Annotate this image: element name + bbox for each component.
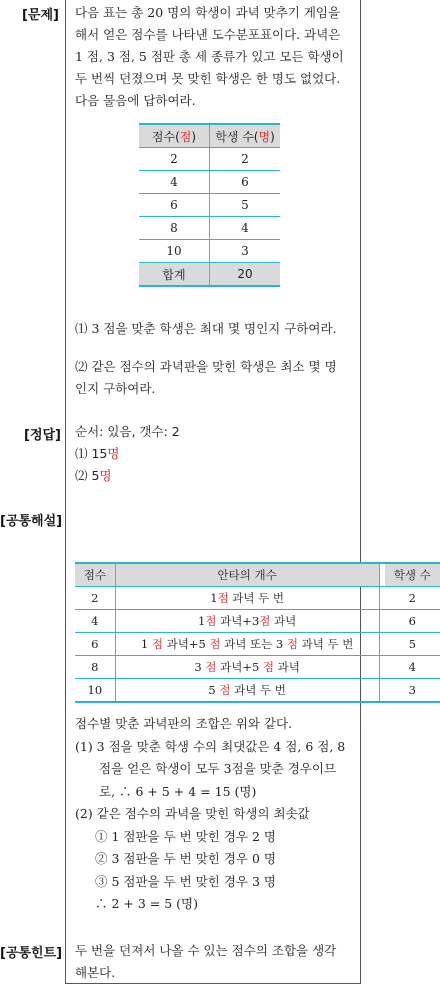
cell-score: 10: [75, 679, 115, 703]
table-row: [139, 171, 280, 194]
hint-text: [75, 940, 336, 984]
problem-label: [문제]: [22, 8, 59, 23]
question-2: [75, 356, 337, 400]
cell-students: 6: [385, 610, 440, 633]
explanation-p1-line: 점을 얻은 학생이 모두 3점을 맞춘 경우이므: [99, 761, 337, 776]
problem-line: 1 점, 3 점, 5 점판 총 세 종류가 있고 모든 학생이: [75, 49, 344, 64]
answer-label: [정답]: [24, 428, 61, 443]
question-2-line: ⑵ 같은 점수의 과녁판을 맞힌 학생은 최소 몇 명: [75, 359, 337, 374]
explanation-p2-item: ③ 5 점판을 두 번 맞힌 경우 3 명: [95, 873, 276, 889]
table-row: [75, 610, 440, 633]
cell-combination: 1점 과녁 두 번: [115, 587, 379, 610]
table-row: [75, 587, 440, 610]
cell-score: 4: [139, 171, 210, 194]
total-label: 합계: [139, 263, 210, 287]
header-students: 학생 수: [385, 563, 440, 587]
cell-students: 4: [385, 656, 440, 679]
total-row: [139, 263, 280, 287]
explanation-p2-item: ② 3 점판을 두 번 맞힌 경우 0 명: [95, 851, 276, 866]
explanation-text: [75, 713, 345, 916]
hint-label: [공통힌트]: [0, 946, 63, 961]
table-row: [75, 679, 440, 703]
hint-line: 해본다.: [75, 965, 116, 980]
cell-count: 2: [210, 148, 281, 171]
cell-count: 4: [210, 217, 281, 240]
problem-line: 두 번씩 던졌으며 못 맞힌 학생은 한 명도 없었다.: [75, 71, 341, 86]
header-score: 점수: [75, 563, 115, 587]
question-2-line: 인지 구하여라.: [75, 381, 156, 396]
cell-count: 3: [210, 240, 281, 263]
cell-combination: 1점 과녁+3점 과녁: [115, 610, 379, 633]
cell-students: 3: [385, 679, 440, 703]
answer-1: ⑴ 15명: [75, 446, 120, 461]
cell-score: 2: [75, 587, 115, 610]
explanation-p2-item: ① 1 점판을 두 번 맞힌 경우 2 명: [95, 828, 276, 844]
table-row: [139, 240, 280, 263]
explanation-p1-line: 로, ∴ 6 + 5 + 4 = 15 (명): [99, 783, 257, 799]
problem-line: 해서 얻은 점수를 나타낸 도수분포표이다. 과녁은: [75, 27, 341, 42]
total-value: 20: [210, 263, 281, 287]
table-row: [75, 633, 440, 656]
combination-table: [75, 562, 440, 703]
explanation-p1-line: (1) 3 점을 맞춘 학생 수의 최댓값은 4 점, 6 점, 8: [75, 738, 346, 754]
cell-score: 8: [139, 217, 210, 240]
problem-line: 다음 표는 총 20 명의 학생이 과녁 맞추기 게임을: [75, 5, 341, 20]
frequency-table: [139, 123, 280, 287]
problem-text: [75, 2, 344, 112]
cell-score: 6: [139, 194, 210, 217]
header-score: 점수(점): [139, 124, 210, 148]
table-row: [139, 194, 280, 217]
cell-students: 2: [385, 587, 440, 610]
answer-block: [75, 421, 180, 487]
problem-line: 다음 물음에 답하여라.: [75, 93, 196, 108]
table-row: [139, 217, 280, 240]
answer-2: ⑵ 5명: [75, 468, 112, 483]
frequency-table-header: [139, 124, 280, 148]
table-row: [75, 656, 440, 679]
answer-meta: 순서: 있음, 갯수: 2: [75, 424, 180, 439]
cell-count: 5: [210, 194, 281, 217]
cell-students: 5: [385, 633, 440, 656]
explanation-p2-title: (2) 같은 점수의 과녁을 맞힌 학생의 최솟값: [75, 806, 310, 821]
cell-score: 2: [139, 148, 210, 171]
cell-score: 10: [139, 240, 210, 263]
explanation-p2-result: ∴ 2 + 3 = 5 (명): [95, 896, 198, 911]
explanation-label: [공통해설]: [0, 514, 63, 529]
cell-combination: 1 점 과녁+5 점 과녁 또는 3 점 과녁 두 번: [115, 633, 379, 656]
header-combination: 안타의 개수: [115, 563, 379, 587]
cell-combination: 5 점 과녁 두 번: [115, 679, 379, 703]
header-count: 학생 수(명): [210, 124, 281, 148]
cell-count: 6: [210, 171, 281, 194]
cell-combination: 3 점 과녁+5 점 과녁: [115, 656, 379, 679]
explanation-intro: 점수별 맞춘 과녁판의 조합은 위와 같다.: [75, 716, 293, 731]
cell-score: 6: [75, 633, 115, 656]
cell-score: 4: [75, 610, 115, 633]
hint-line: 두 번을 던져서 나올 수 있는 점수의 조합을 생각: [75, 943, 337, 958]
cell-score: 8: [75, 656, 115, 679]
combination-table-header: [75, 563, 440, 587]
table-row: [139, 148, 280, 171]
question-1: ⑴ 3 점을 맞춘 학생은 최대 몇 명인지 구하여라.: [75, 321, 337, 336]
